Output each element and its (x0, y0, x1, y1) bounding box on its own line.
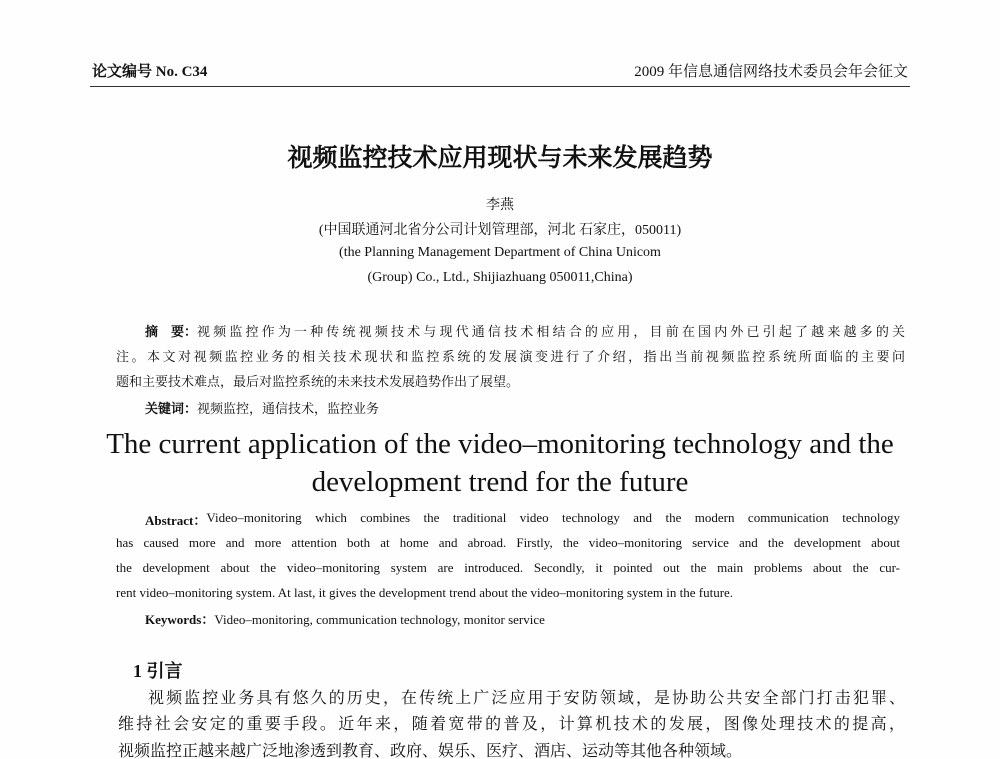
abstract-en-label: Abstract： (145, 513, 207, 528)
abstract-en-text: Video–monitoring which combines the traditional video technology and the modern communication technology (206, 510, 900, 525)
body-line: 视频监控正越来越广泛地渗透到教育、政府、娱乐、医疗、酒店、运动等其他各种领域。 (118, 743, 743, 759)
affiliation-line: (中国联通河北省分公司计划管理部，河北 石家庄，050011) (318, 223, 682, 238)
title-en: development trend for the future (311, 466, 689, 498)
body-line: 视频监控业务具有悠久的历史，在传统上广泛应用于安防领域，是协助公共安全部门打击犯罪、 (148, 690, 905, 707)
keywords-cn-label: 关键词： (145, 401, 198, 416)
affiliation-line: (Group) Co., Ltd., Shijiazhuang 050011,China) (367, 270, 633, 285)
title-en: The current application of the video–monitoring technology and the (106, 428, 894, 460)
abstract-en-line: has caused more and more attention both at home and abroad. Firstly, the video–monitoring service and the development about (116, 535, 900, 550)
abstract-cn-label: 摘 要： (145, 324, 198, 339)
abstract-cn-line: 题和主要技术难点，最后对监控系统的未来技术发展趋势作出了展望。 (116, 374, 520, 389)
conference-header: 2009 年信息通信网络技术委员会年会征文 (634, 64, 908, 80)
keywords-en (145, 609, 545, 628)
keywords-en-label: Keywords： (145, 612, 215, 627)
abstract-cn-line: 注。本文对视频监控业务的相关技术现状和监控系统的发展演变进行了介绍，指出当前视频监控系统所面临的主要问 (116, 349, 905, 364)
author: 李燕 (486, 198, 514, 213)
paper-number: 论文编号 No. C34 (92, 64, 208, 80)
header-rule (90, 86, 910, 87)
abstract-en-line (145, 510, 900, 529)
abstract-cn-text: 视频监控作为一种传统视频技术与现代通信技术相结合的应用，目前在国内外已引起了越来越多的关 (197, 324, 905, 339)
keywords-cn (145, 398, 379, 417)
title-cn: 视频监控技术应用现状与未来发展趋势 (287, 143, 713, 172)
body-line: 维持社会安定的重要手段。近年来，随着宽带的普及，计算机技术的发展，图像处理技术的提高， (118, 716, 905, 733)
abstract-en-line: rent video–monitoring system. At last, it gives the development trend about the video–monitoring system in the future. (116, 585, 734, 600)
abstract-en-line: the development about the video–monitoring system are introduced. Secondly, it pointed out the main problems about the cur- (116, 560, 900, 575)
abstract-cn-line (145, 321, 905, 340)
section-heading: 1 引言 (133, 661, 183, 681)
affiliation-line: (the Planning Management Department of China Unicom (339, 245, 661, 260)
keywords-en-text: Video–monitoring, communication technology, monitor service (214, 612, 545, 627)
keywords-cn-text: 视频监控，通信技术，监控业务 (197, 401, 380, 416)
